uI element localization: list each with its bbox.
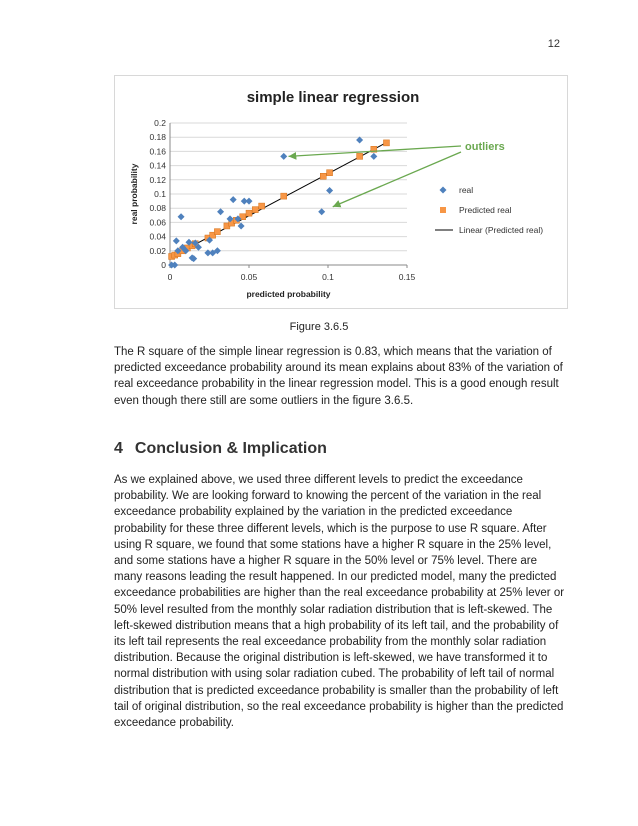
outliers-label: outliers: [465, 141, 505, 153]
real-point: [246, 198, 253, 205]
predicted-point: [320, 173, 326, 179]
x-tick-label: 0.15: [398, 272, 416, 282]
y-tick-label: 0: [161, 260, 166, 270]
y-tick-label: 0.2: [154, 118, 166, 128]
y-axis-label: real probability: [129, 163, 139, 225]
x-tick-label: 0.1: [322, 272, 334, 282]
predicted-point: [327, 170, 333, 176]
legend-predicted-label: Predicted real: [459, 205, 512, 215]
section-title: Conclusion & Implication: [134, 440, 327, 457]
legend-predicted-marker: [440, 207, 446, 213]
predicted-point: [246, 210, 252, 216]
figure-caption: Figure 3.6.5: [289, 321, 349, 333]
real-point: [230, 196, 237, 203]
real-point: [370, 153, 377, 160]
real-point: [326, 187, 333, 194]
predicted-point: [357, 153, 363, 159]
predicted-point: [252, 207, 258, 213]
legend-linear-label: Linear (Predicted real): [459, 225, 544, 235]
y-tick-label: 0.04: [149, 231, 166, 242]
paragraph-conclusion: As we explained above, we used three different levels to predict the exceedance probability. We are looking forward to knowing the percent of the variation in the real exceedance probability explained by the variation in the predicted exceedance probability for these three different levels, which is the purpose to use R square. After using R square, we found that some stations have a higher R square in the 25% level, and some stations have a higher R square in the 50% level or 75% level. There are many reasons leading the result happened. In our predicted model, many the predicted exceedance probabilities are higher than the real exceedance probability at 25% lever or 50% level resulted from the monthly solar radiation distribution that is left-skewed. The left-skewed distribution means that a high probability of its left tail, and the probability of its left tail represents the real exceedance probability from the monthly solar radiation distribution. Because the original distribution is left-skewed, we have transformed it to normal distribution with using solar radiation cubed. The probability of left tail of normal distribution that is predicted exceedance probability is smaller than the probability of left tail of original distribution, so the real exceedance probability is higher than the predicted exceedance probability.: [114, 474, 565, 730]
x-tick-label: 0.05: [240, 272, 258, 282]
page-number: 12: [547, 38, 560, 50]
y-tick-label: 0.18: [149, 132, 166, 143]
regression-line: [170, 142, 388, 258]
y-tick-label: 0.1: [154, 189, 166, 199]
y-tick-label: 0.14: [149, 160, 166, 171]
y-tick-label: 0.02: [149, 245, 166, 256]
section-heading: [114, 440, 327, 458]
chart-title: simple linear regression: [246, 89, 420, 106]
x-axis-label: predicted probability: [246, 289, 331, 299]
scatter-chart: [115, 76, 567, 308]
real-point: [217, 208, 224, 215]
paragraph-r-square: The R square of the simple linear regression is 0.83, which means that the variation of predicted exceedance probability around its mean explains about 83% of the variation of real exceedance probability in the linear regression model. This is a good enough result even though there still are some outliers in the figure 3.6.5.: [114, 346, 563, 407]
y-tick-label: 0.08: [149, 203, 166, 214]
y-tick-label: 0.06: [149, 217, 166, 228]
predicted-point: [259, 203, 265, 209]
predicted-point: [383, 140, 389, 146]
y-tick-label: 0.16: [149, 146, 166, 157]
legend-real-marker: [440, 187, 447, 194]
y-tick-label: 0.12: [149, 174, 166, 185]
section-number: 4: [114, 440, 123, 457]
real-point: [318, 208, 325, 215]
real-point: [280, 153, 287, 160]
predicted-point: [214, 229, 220, 235]
legend-real-label: real: [459, 185, 474, 195]
x-tick-label: 0: [167, 272, 173, 282]
chart-container: [114, 75, 568, 309]
real-point: [173, 237, 180, 244]
predicted-point: [281, 193, 287, 199]
real-point: [178, 213, 185, 220]
